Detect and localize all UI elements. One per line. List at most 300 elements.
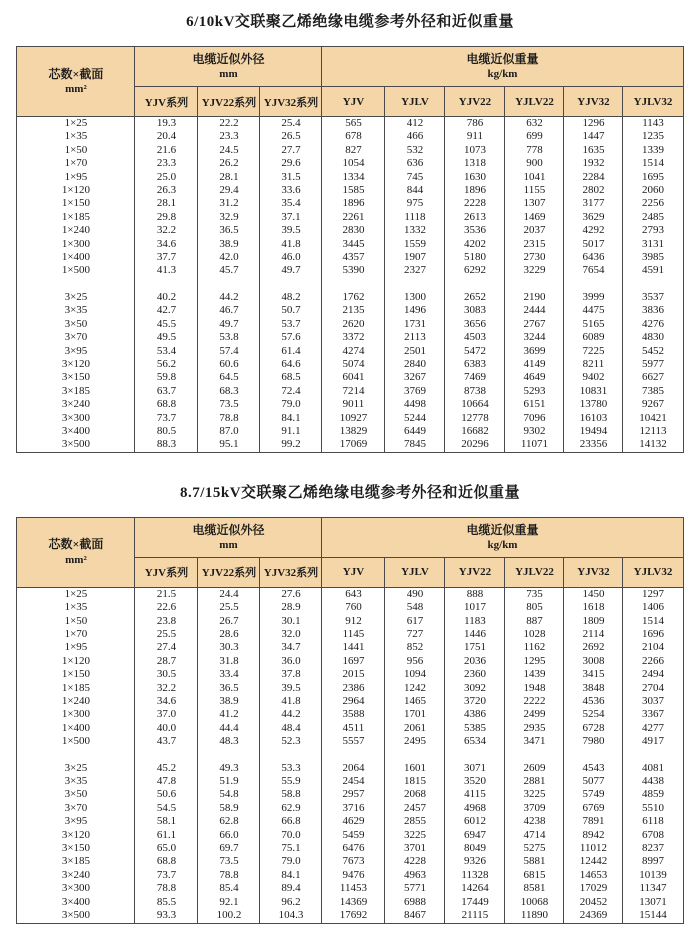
value-cell: 2613	[445, 211, 505, 224]
table-row	[17, 371, 683, 384]
value-cell: 3699	[505, 345, 564, 358]
spec-cell: 1×150	[17, 668, 135, 681]
value-cell: 7845	[385, 438, 445, 452]
table-title-8-7-15kv: 8.7/15kV交联聚乙烯绝缘电缆参考外径和近似重量	[179, 484, 521, 501]
value-cell: 4498	[385, 398, 445, 411]
header-weight-group	[322, 47, 683, 87]
spec-cell: 3×185	[17, 385, 135, 398]
value-cell: 3709	[505, 802, 564, 815]
table-row	[17, 425, 683, 438]
value-cell: 1297	[623, 587, 683, 601]
value-cell: 1183	[445, 615, 505, 628]
value-cell: 786	[445, 117, 505, 131]
value-cell: 548	[385, 601, 445, 614]
value-cell: 490	[385, 587, 445, 601]
value-cell: 91.1	[260, 425, 322, 438]
spec-cell: 1×95	[17, 171, 135, 184]
value-cell: 3701	[385, 842, 445, 855]
value-cell: 6708	[623, 829, 683, 842]
spacer-cell	[260, 749, 322, 762]
value-cell: 1701	[385, 708, 445, 721]
value-cell: 26.2	[198, 157, 260, 170]
header-yjv32: YJV32	[564, 557, 623, 587]
spacer-cell	[564, 278, 623, 291]
value-cell: 1695	[623, 171, 683, 184]
value-cell: 5390	[322, 264, 385, 277]
value-cell: 2457	[385, 802, 445, 815]
value-cell: 4591	[623, 264, 683, 277]
header-yjv22: YJV22	[445, 87, 505, 117]
value-cell: 2256	[623, 197, 683, 210]
value-cell: 4115	[445, 788, 505, 801]
table-row	[17, 842, 683, 855]
table-row	[17, 291, 683, 304]
value-cell: 2036	[445, 655, 505, 668]
value-cell: 31.8	[198, 655, 260, 668]
value-cell: 1307	[505, 197, 564, 210]
header-yjv32-series: YJV32系列	[260, 87, 322, 117]
spec-cell: 3×120	[17, 829, 135, 842]
value-cell: 4081	[623, 762, 683, 775]
header-yjv22: YJV22	[445, 557, 505, 587]
value-cell: 3537	[623, 291, 683, 304]
value-cell: 735	[505, 587, 564, 601]
spacer-cell	[623, 278, 683, 291]
value-cell: 7654	[564, 264, 623, 277]
value-cell: 73.7	[135, 869, 198, 882]
value-cell: 42.7	[135, 304, 198, 317]
value-cell: 49.7	[198, 318, 260, 331]
spec-cell: 3×500	[17, 909, 135, 923]
value-cell: 68.8	[135, 398, 198, 411]
value-cell: 3999	[564, 291, 623, 304]
table-row	[17, 815, 683, 828]
value-cell: 3720	[445, 695, 505, 708]
value-cell: 10927	[322, 412, 385, 425]
value-cell: 79.0	[260, 398, 322, 411]
value-cell: 2881	[505, 775, 564, 788]
value-cell: 778	[505, 144, 564, 157]
value-cell: 31.5	[260, 171, 322, 184]
table-row	[17, 398, 683, 411]
value-cell: 4276	[623, 318, 683, 331]
value-cell: 11347	[623, 882, 683, 895]
value-cell: 104.3	[260, 909, 322, 923]
value-cell: 34.6	[135, 238, 198, 251]
value-cell: 1585	[322, 184, 385, 197]
value-cell: 26.3	[135, 184, 198, 197]
value-cell: 32.2	[135, 224, 198, 237]
value-cell: 93.3	[135, 909, 198, 923]
value-cell: 2855	[385, 815, 445, 828]
value-cell: 5510	[623, 802, 683, 815]
value-cell: 4357	[322, 251, 385, 264]
spec-cell: 1×25	[17, 587, 135, 601]
table-row	[17, 345, 683, 358]
value-cell: 1907	[385, 251, 445, 264]
spacer-cell	[135, 749, 198, 762]
table-row	[17, 331, 683, 344]
value-cell: 30.1	[260, 615, 322, 628]
value-cell: 745	[385, 171, 445, 184]
value-cell: 41.3	[135, 264, 198, 277]
spacer-cell	[322, 278, 385, 291]
table-row	[17, 909, 683, 923]
value-cell: 46.7	[198, 304, 260, 317]
value-cell: 2060	[623, 184, 683, 197]
value-cell: 3244	[505, 331, 564, 344]
cable-spec-table-6-10kv	[16, 46, 683, 453]
value-cell: 2957	[322, 788, 385, 801]
value-cell: 6947	[445, 829, 505, 842]
value-cell: 31.2	[198, 197, 260, 210]
value-cell: 1017	[445, 601, 505, 614]
table-row	[17, 735, 683, 748]
value-cell: 3415	[564, 668, 623, 681]
header-core-section-unit: mm²	[65, 553, 87, 566]
spec-cell: 3×240	[17, 398, 135, 411]
value-cell: 1896	[322, 197, 385, 210]
value-cell: 2061	[385, 722, 445, 735]
value-cell: 79.0	[260, 855, 322, 868]
value-cell: 2222	[505, 695, 564, 708]
table-body	[17, 587, 683, 923]
table-row	[17, 117, 683, 131]
value-cell: 16103	[564, 412, 623, 425]
value-cell: 8997	[623, 855, 683, 868]
value-cell: 64.5	[198, 371, 260, 384]
value-cell: 38.9	[198, 238, 260, 251]
value-cell: 1601	[385, 762, 445, 775]
value-cell: 1697	[322, 655, 385, 668]
value-cell: 36.5	[198, 224, 260, 237]
value-cell: 3083	[445, 304, 505, 317]
value-cell: 6118	[623, 815, 683, 828]
value-cell: 1815	[385, 775, 445, 788]
value-cell: 3008	[564, 655, 623, 668]
value-cell: 37.0	[135, 708, 198, 721]
value-cell: 66.0	[198, 829, 260, 842]
header-weight-label: 电缆近似重量	[466, 522, 539, 537]
value-cell: 52.3	[260, 735, 322, 748]
value-cell: 5165	[564, 318, 623, 331]
header-yjlv32: YJLV32	[623, 87, 683, 117]
value-cell: 34.6	[135, 695, 198, 708]
spec-cell: 1×150	[17, 197, 135, 210]
value-cell: 827	[322, 144, 385, 157]
spacer-row	[17, 278, 683, 291]
value-cell: 22.6	[135, 601, 198, 614]
value-cell: 29.8	[135, 211, 198, 224]
value-cell: 44.2	[198, 291, 260, 304]
value-cell: 64.6	[260, 358, 322, 371]
value-cell: 956	[385, 655, 445, 668]
value-cell: 30.3	[198, 641, 260, 654]
value-cell: 20452	[564, 896, 623, 909]
value-cell: 2261	[322, 211, 385, 224]
header-outer-diameter-group	[135, 47, 322, 87]
value-cell: 2609	[505, 762, 564, 775]
value-cell: 99.2	[260, 438, 322, 452]
value-cell: 1054	[322, 157, 385, 170]
value-cell: 2495	[385, 735, 445, 748]
value-cell: 17692	[322, 909, 385, 923]
value-cell: 2114	[564, 628, 623, 641]
table-row	[17, 802, 683, 815]
spec-cell: 1×50	[17, 144, 135, 157]
value-cell: 3037	[623, 695, 683, 708]
value-cell: 2802	[564, 184, 623, 197]
value-cell: 10068	[505, 896, 564, 909]
value-cell: 3131	[623, 238, 683, 251]
value-cell: 617	[385, 615, 445, 628]
table-header	[17, 47, 683, 117]
value-cell: 28.6	[198, 628, 260, 641]
value-cell: 9011	[322, 398, 385, 411]
spec-cell: 3×50	[17, 788, 135, 801]
value-cell: 21115	[445, 909, 505, 923]
value-cell: 45.5	[135, 318, 198, 331]
table-row	[17, 682, 683, 695]
header-core-section-label: 芯数×截面	[48, 66, 104, 81]
value-cell: 4202	[445, 238, 505, 251]
spec-cell: 1×185	[17, 211, 135, 224]
value-cell: 8942	[564, 829, 623, 842]
value-cell: 1094	[385, 668, 445, 681]
value-cell: 1028	[505, 628, 564, 641]
spacer-cell	[17, 749, 135, 762]
value-cell: 89.4	[260, 882, 322, 895]
value-cell: 28.7	[135, 655, 198, 668]
value-cell: 68.8	[135, 855, 198, 868]
spec-cell: 1×300	[17, 708, 135, 721]
value-cell: 32.0	[260, 628, 322, 641]
value-cell: 1514	[623, 615, 683, 628]
value-cell: 1762	[322, 291, 385, 304]
value-cell: 9267	[623, 398, 683, 411]
value-cell: 37.7	[135, 251, 198, 264]
value-cell: 41.8	[260, 238, 322, 251]
value-cell: 87.0	[198, 425, 260, 438]
value-cell: 6476	[322, 842, 385, 855]
value-cell: 100.2	[198, 909, 260, 923]
header-yjv-series: YJV系列	[135, 87, 198, 117]
header-yjv: YJV	[322, 87, 385, 117]
value-cell: 8237	[623, 842, 683, 855]
table-row	[17, 762, 683, 775]
value-cell: 1446	[445, 628, 505, 641]
value-cell: 844	[385, 184, 445, 197]
value-cell: 6534	[445, 735, 505, 748]
value-cell: 5749	[564, 788, 623, 801]
spec-cell: 1×95	[17, 641, 135, 654]
table-header	[17, 517, 683, 587]
value-cell: 4543	[564, 762, 623, 775]
value-cell: 1514	[623, 157, 683, 170]
value-cell: 9326	[445, 855, 505, 868]
value-cell: 3769	[385, 385, 445, 398]
value-cell: 80.5	[135, 425, 198, 438]
value-cell: 1295	[505, 655, 564, 668]
table-row	[17, 641, 683, 654]
value-cell: 727	[385, 628, 445, 641]
value-cell: 1439	[505, 668, 564, 681]
value-cell: 2444	[505, 304, 564, 317]
value-cell: 30.5	[135, 668, 198, 681]
table-row	[17, 601, 683, 614]
value-cell: 5254	[564, 708, 623, 721]
table-row	[17, 264, 683, 277]
value-cell: 10421	[623, 412, 683, 425]
value-cell: 4714	[505, 829, 564, 842]
spec-cell: 3×95	[17, 815, 135, 828]
value-cell: 48.3	[198, 735, 260, 748]
value-cell: 84.1	[260, 412, 322, 425]
value-cell: 3177	[564, 197, 623, 210]
cable-spec-table-8-7-15kv	[16, 517, 683, 924]
spec-cell: 1×70	[17, 157, 135, 170]
header-outer-diameter-unit: mm	[219, 68, 238, 81]
header-outer-diameter-unit: mm	[219, 538, 238, 551]
spacer-cell	[385, 278, 445, 291]
value-cell: 2964	[322, 695, 385, 708]
value-cell: 27.4	[135, 641, 198, 654]
value-cell: 10139	[623, 869, 683, 882]
header-yjv22-series: YJV22系列	[198, 87, 260, 117]
spec-cell: 3×300	[17, 412, 135, 425]
value-cell: 58.8	[260, 788, 322, 801]
header-yjlv: YJLV	[385, 87, 445, 117]
value-cell: 7385	[623, 385, 683, 398]
table-row	[17, 438, 683, 452]
value-cell: 10831	[564, 385, 623, 398]
value-cell: 20296	[445, 438, 505, 452]
value-cell: 13829	[322, 425, 385, 438]
spacer-cell	[505, 278, 564, 291]
value-cell: 1469	[505, 211, 564, 224]
spec-cell: 1×500	[17, 264, 135, 277]
table-row	[17, 184, 683, 197]
value-cell: 53.3	[260, 762, 322, 775]
value-cell: 2266	[623, 655, 683, 668]
value-cell: 44.2	[260, 708, 322, 721]
value-cell: 54.5	[135, 802, 198, 815]
value-cell: 23.3	[198, 130, 260, 143]
spacer-cell	[260, 278, 322, 291]
header-weight-unit: kg/km	[487, 538, 518, 551]
header-weight-unit: kg/km	[487, 68, 518, 81]
value-cell: 14264	[445, 882, 505, 895]
table-row	[17, 130, 683, 143]
value-cell: 2767	[505, 318, 564, 331]
value-cell: 2935	[505, 722, 564, 735]
value-cell: 2620	[322, 318, 385, 331]
value-cell: 6769	[564, 802, 623, 815]
table-body	[17, 117, 683, 453]
value-cell: 805	[505, 601, 564, 614]
table-row	[17, 668, 683, 681]
value-cell: 26.7	[198, 615, 260, 628]
value-cell: 73.5	[198, 855, 260, 868]
value-cell: 2113	[385, 331, 445, 344]
value-cell: 1155	[505, 184, 564, 197]
header-core-section	[17, 47, 135, 117]
value-cell: 2315	[505, 238, 564, 251]
value-cell: 33.6	[260, 184, 322, 197]
value-cell: 9302	[505, 425, 564, 438]
value-cell: 6041	[322, 371, 385, 384]
value-cell: 12113	[623, 425, 683, 438]
value-cell: 24.5	[198, 144, 260, 157]
table-row	[17, 144, 683, 157]
value-cell: 11890	[505, 909, 564, 923]
header-core-section	[17, 517, 135, 587]
table-row	[17, 655, 683, 668]
table-row	[17, 615, 683, 628]
spec-cell: 1×300	[17, 238, 135, 251]
value-cell: 2692	[564, 641, 623, 654]
value-cell: 53.8	[198, 331, 260, 344]
value-cell: 73.5	[198, 398, 260, 411]
spec-cell: 3×50	[17, 318, 135, 331]
value-cell: 466	[385, 130, 445, 143]
value-cell: 3225	[505, 788, 564, 801]
value-cell: 68.5	[260, 371, 322, 384]
value-cell: 643	[322, 587, 385, 601]
value-cell: 3520	[445, 775, 505, 788]
value-cell: 6151	[505, 398, 564, 411]
table-row	[17, 788, 683, 801]
spec-cell: 3×25	[17, 291, 135, 304]
value-cell: 760	[322, 601, 385, 614]
value-cell: 1041	[505, 171, 564, 184]
spec-cell: 3×185	[17, 855, 135, 868]
table-row	[17, 171, 683, 184]
value-cell: 4277	[623, 722, 683, 735]
value-cell: 13780	[564, 398, 623, 411]
value-cell: 1751	[445, 641, 505, 654]
spec-cell: 1×240	[17, 695, 135, 708]
value-cell: 19.3	[135, 117, 198, 131]
header-outer-diameter-group	[135, 517, 322, 557]
value-cell: 40.0	[135, 722, 198, 735]
value-cell: 85.5	[135, 896, 198, 909]
value-cell: 78.8	[198, 869, 260, 882]
value-cell: 5977	[623, 358, 683, 371]
spec-cell: 1×35	[17, 130, 135, 143]
value-cell: 62.8	[198, 815, 260, 828]
value-cell: 4649	[505, 371, 564, 384]
value-cell: 5472	[445, 345, 505, 358]
value-cell: 36.0	[260, 655, 322, 668]
spec-cell: 1×120	[17, 655, 135, 668]
value-cell: 3225	[385, 829, 445, 842]
value-cell: 1635	[564, 144, 623, 157]
value-cell: 1731	[385, 318, 445, 331]
spec-cell: 3×240	[17, 869, 135, 882]
group-header-row	[17, 517, 683, 557]
value-cell: 2284	[564, 171, 623, 184]
table-row	[17, 628, 683, 641]
table-row	[17, 708, 683, 721]
value-cell: 23.8	[135, 615, 198, 628]
value-cell: 5557	[322, 735, 385, 748]
value-cell: 57.4	[198, 345, 260, 358]
value-cell: 28.9	[260, 601, 322, 614]
value-cell: 412	[385, 117, 445, 131]
value-cell: 14369	[322, 896, 385, 909]
value-cell: 21.5	[135, 587, 198, 601]
